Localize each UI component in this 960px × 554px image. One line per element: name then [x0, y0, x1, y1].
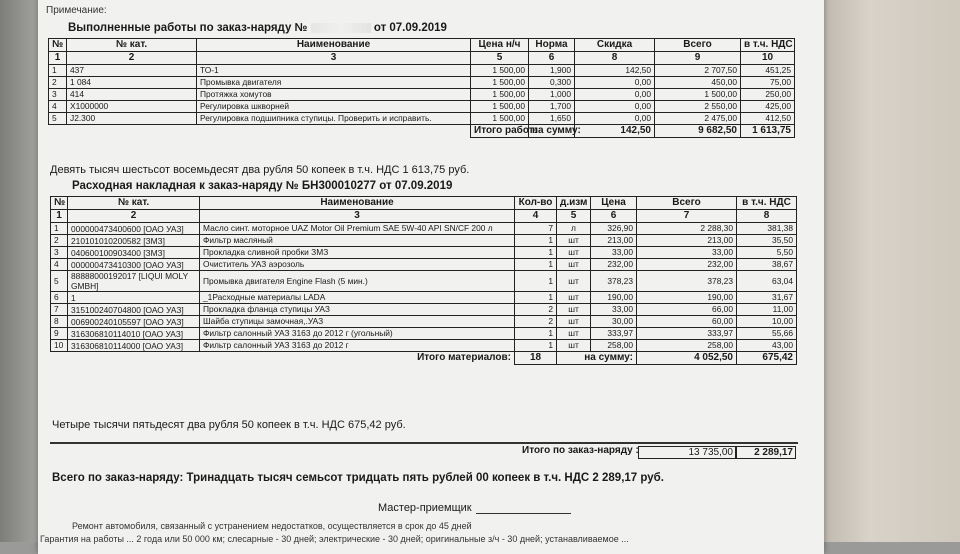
document-sheet — [38, 0, 824, 554]
materials-cell: 000000473400600 [ОАО УАЗ] — [68, 223, 200, 235]
materials-title — [72, 180, 452, 192]
redacted-number — [311, 23, 371, 33]
materials-header-cell: Наименование — [200, 197, 515, 210]
materials-cell: 5,50 — [737, 247, 797, 259]
materials-cell: 11,00 — [737, 304, 797, 316]
materials-cell: Фильтр салонный УАЗ 3163 до 2012 г (угольный) — [200, 328, 515, 340]
footer-line-1: Ремонт автомобиля, связанный с устранением недостатков, осуществляется в срок до 45 дней — [72, 521, 472, 531]
materials-colnum-cell: 5 — [557, 210, 591, 223]
works-cell: 1,900 — [529, 65, 575, 77]
materials-cell: 2 — [515, 304, 557, 316]
works-cell: 1 — [49, 65, 67, 77]
materials-cell: 190,00 — [637, 292, 737, 304]
works-cell: 1,700 — [529, 101, 575, 113]
materials-colnum-cell: 2 — [68, 210, 200, 223]
materials-cell: 33,00 — [591, 247, 637, 259]
works-header-cell: Норма — [529, 39, 575, 52]
materials-colnum-row — [51, 210, 797, 223]
works-cell: 2 475,00 — [655, 113, 741, 125]
materials-cell: 43,00 — [737, 340, 797, 352]
order-total-vat: 2 289,17 — [736, 446, 796, 459]
works-cell: 1,650 — [529, 113, 575, 125]
materials-cell: 33,00 — [637, 247, 737, 259]
works-cell: 0,300 — [529, 77, 575, 89]
materials-cell: шт — [557, 247, 591, 259]
materials-cell: 10 — [51, 340, 68, 352]
works-total-vat: 1 613,75 — [741, 125, 795, 138]
works-row — [49, 113, 795, 125]
materials-cell: 190,00 — [591, 292, 637, 304]
materials-cell: 4 — [51, 259, 68, 271]
works-header-cell: Скидка — [575, 39, 655, 52]
works-cell: Регулировка подшипника ступицы. Проверить и исправить. — [197, 113, 471, 125]
materials-cell: 2 — [515, 316, 557, 328]
materials-cell: 35,50 — [737, 235, 797, 247]
works-cell: 250,00 — [741, 89, 795, 101]
works-total-discount: 142,50 — [575, 125, 655, 138]
note-label: Примечание: — [46, 5, 107, 16]
materials-cell: Очиститель УАЗ аэрозоль — [200, 259, 515, 271]
materials-cell: 232,00 — [591, 259, 637, 271]
materials-cell: 2 288,30 — [637, 223, 737, 235]
materials-cell: 1 — [515, 259, 557, 271]
materials-cell: 210101010200582 [ЗМЗ] — [68, 235, 200, 247]
materials-colnum-cell: 7 — [637, 210, 737, 223]
materials-cell: 381,38 — [737, 223, 797, 235]
works-cell: 0,00 — [575, 77, 655, 89]
materials-title-text: Расходная накладная к заказ-наряду № — [72, 180, 299, 192]
materials-sum-label: на сумму: — [557, 352, 637, 365]
materials-cell: 1 — [515, 292, 557, 304]
materials-cell: 316306810114000 [ОАО УАЗ] — [68, 340, 200, 352]
materials-cell: л — [557, 223, 591, 235]
materials-cell: 213,00 — [591, 235, 637, 247]
materials-cell: 333,97 — [637, 328, 737, 340]
master-label: Мастер-приемщик — [378, 502, 472, 514]
materials-cell: 232,00 — [637, 259, 737, 271]
works-sum-words: Девять тысяч шестьсот восемьдесят два рубля 50 копеек в т.ч. НДС 1 613,75 руб. — [50, 164, 470, 176]
materials-cell: 10,00 — [737, 316, 797, 328]
materials-colnum-cell: 1 — [51, 210, 68, 223]
works-cell: 2 550,00 — [655, 101, 741, 113]
materials-cell: 315100240704800 [ОАО УАЗ] — [68, 304, 200, 316]
materials-cell: Масло синт. моторное UAZ Motor Oil Premium SAE 5W-40 API SN/CF 200 л — [200, 223, 515, 235]
materials-cell: 88888000192017 [LIQUI MOLY GMBH] — [68, 271, 200, 292]
works-colnum-cell: 2 — [67, 52, 197, 65]
materials-cell: 38,67 — [737, 259, 797, 271]
materials-cell: шт — [557, 316, 591, 328]
works-header-cell: в т.ч. НДС — [741, 39, 795, 52]
works-header-cell: Наименование — [197, 39, 471, 52]
works-colnum-cell: 1 — [49, 52, 67, 65]
works-cell: 1 500,00 — [471, 113, 529, 125]
materials-cell: 316306810114010 [ОАО УАЗ] — [68, 328, 200, 340]
works-cell: 1 500,00 — [471, 89, 529, 101]
materials-table — [50, 196, 797, 365]
materials-cell: шт — [557, 328, 591, 340]
materials-row — [51, 328, 797, 340]
materials-cell: 1 — [68, 292, 200, 304]
materials-cell: 000000473410300 [ОАО УАЗ] — [68, 259, 200, 271]
works-cell: 437 — [67, 65, 197, 77]
materials-cell: 8 — [51, 316, 68, 328]
works-cell: 142,50 — [575, 65, 655, 77]
works-header-row — [49, 39, 795, 52]
works-total-row — [49, 125, 795, 138]
materials-header-cell: № — [51, 197, 68, 210]
works-cell: 451,25 — [741, 65, 795, 77]
works-colnum-cell: 6 — [529, 52, 575, 65]
works-cell: 450,00 — [655, 77, 741, 89]
materials-total-label: Итого материалов: — [417, 352, 511, 364]
materials-cell: 1 — [515, 328, 557, 340]
materials-cell: Фильтр масляный — [200, 235, 515, 247]
works-cell: 1 500,00 — [655, 89, 741, 101]
works-colnum-cell: 10 — [741, 52, 795, 65]
materials-row — [51, 247, 797, 259]
works-colnum-cell: 3 — [197, 52, 471, 65]
works-cell: 0,00 — [575, 101, 655, 113]
materials-cell: 30,00 — [591, 316, 637, 328]
materials-colnum-cell: 6 — [591, 210, 637, 223]
works-cell: 5 — [49, 113, 67, 125]
materials-number: БН300010277 — [301, 180, 377, 192]
works-cell: Регулировка шкворней — [197, 101, 471, 113]
materials-cell: 60,00 — [637, 316, 737, 328]
materials-cell: 006900240105597 [ОАО УАЗ] — [68, 316, 200, 328]
materials-row — [51, 340, 797, 352]
materials-row — [51, 235, 797, 247]
materials-cell: шт — [557, 340, 591, 352]
works-colnum-cell: 5 — [471, 52, 529, 65]
materials-cell: 333,97 — [591, 328, 637, 340]
works-cell: 3 — [49, 89, 67, 101]
works-title-text: Выполненные работы по заказ-наряду № — [68, 22, 308, 34]
materials-cell: 2 — [51, 235, 68, 247]
materials-total-sum: 4 052,50 — [637, 352, 737, 365]
order-total-label: Итого по заказ-наряду : — [522, 445, 639, 456]
works-total-label: Итого работ: — [471, 125, 529, 138]
works-colnum-cell: 8 — [575, 52, 655, 65]
materials-header-cell: в т.ч. НДС — [737, 197, 797, 210]
works-cell: 1,000 — [529, 89, 575, 101]
works-header-cell: № — [49, 39, 67, 52]
materials-date: от 07.09.2019 — [379, 180, 453, 192]
materials-header-cell: Цена — [591, 197, 637, 210]
works-row — [49, 89, 795, 101]
materials-cell: 33,00 — [591, 304, 637, 316]
works-cell: 1 500,00 — [471, 65, 529, 77]
materials-row — [51, 223, 797, 235]
works-colnum-cell: 9 — [655, 52, 741, 65]
works-row — [49, 77, 795, 89]
materials-cell: 258,00 — [591, 340, 637, 352]
materials-cell: шт — [557, 271, 591, 292]
materials-cell: 1 — [515, 271, 557, 292]
materials-cell: 326,90 — [591, 223, 637, 235]
materials-row — [51, 292, 797, 304]
materials-cell: шт — [557, 304, 591, 316]
works-cell: 1 500,00 — [471, 101, 529, 113]
works-row — [49, 65, 795, 77]
materials-total-row — [51, 352, 797, 365]
materials-cell: 1 — [515, 340, 557, 352]
works-cell: 425,00 — [741, 101, 795, 113]
grand-total-words: Всего по заказ-наряду: Тринадцать тысяч семьсот тридцать пять рублей 00 копеек в т.ч. НДС 2 289,17 руб. — [52, 472, 664, 484]
materials-cell: 378,23 — [637, 271, 737, 292]
materials-cell: шт — [557, 259, 591, 271]
materials-row — [51, 316, 797, 328]
materials-header-row — [51, 197, 797, 210]
works-cell: 2 — [49, 77, 67, 89]
works-cell: 0,00 — [575, 89, 655, 101]
materials-cell: Фильтр салонный УАЗ 3163 до 2012 г — [200, 340, 515, 352]
works-cell: 4 — [49, 101, 67, 113]
materials-colnum-cell: 8 — [737, 210, 797, 223]
works-title — [68, 22, 447, 34]
materials-header-cell: д.изм — [557, 197, 591, 210]
works-row — [49, 101, 795, 113]
footer-line-2: Гарантия на работы ... 2 года или 50 000 км; слесарные - 30 дней; электрические - 30 дней; оригинальные з/ч - 30 дней; устанавливаемое ... — [40, 534, 629, 544]
works-header-cell: Цена н/ч — [471, 39, 529, 52]
works-header-cell: Всего — [655, 39, 741, 52]
materials-cell: 1 — [515, 235, 557, 247]
materials-cell: 55,66 — [737, 328, 797, 340]
materials-sum-words: Четыре тысячи пятьдесят два рубля 50 копеек в т.ч. НДС 675,42 руб. — [52, 419, 406, 431]
signature-line — [476, 513, 571, 514]
materials-header-cell: Кол-во — [515, 197, 557, 210]
materials-cell: 3 — [51, 247, 68, 259]
materials-row — [51, 271, 797, 292]
separator-line — [50, 442, 798, 444]
materials-cell: 378,23 — [591, 271, 637, 292]
works-colnum-row — [49, 52, 795, 65]
materials-cell: 258,00 — [637, 340, 737, 352]
works-sum-label: на сумму: — [529, 125, 575, 138]
materials-cell: 6 — [51, 292, 68, 304]
materials-cell: Промывка двигателя Engine Flash (5 мин.) — [200, 271, 515, 292]
materials-header-cell: Всего — [637, 197, 737, 210]
works-cell: Протяжка хомутов — [197, 89, 471, 101]
works-cell: J2.300 — [67, 113, 197, 125]
works-total-sum: 9 682,50 — [655, 125, 741, 138]
materials-cell: 7 — [51, 304, 68, 316]
materials-cell: Шайба ступицы замочная,.УАЗ — [200, 316, 515, 328]
materials-cell: 9 — [51, 328, 68, 340]
materials-cell: шт — [557, 235, 591, 247]
materials-cell: Прокладка сливной пробки ЗМЗ — [200, 247, 515, 259]
materials-cell: 7 — [515, 223, 557, 235]
materials-cell: Прокладка фланца ступицы УАЗ — [200, 304, 515, 316]
works-cell: ТО-1 — [197, 65, 471, 77]
materials-row — [51, 304, 797, 316]
materials-header-cell: № кат. — [68, 197, 200, 210]
materials-cell: 040600100903400 [ЗМЗ] — [68, 247, 200, 259]
materials-cell: 1 — [515, 247, 557, 259]
materials-cell: _1Расходные материалы LADA — [200, 292, 515, 304]
materials-total-qty: 18 — [515, 352, 557, 365]
materials-cell: 63,04 — [737, 271, 797, 292]
works-header-cell: № кат. — [67, 39, 197, 52]
works-cell: 75,00 — [741, 77, 795, 89]
materials-total-vat: 675,42 — [737, 352, 797, 365]
works-date: от 07.09.2019 — [373, 22, 447, 34]
works-cell: 414 — [67, 89, 197, 101]
materials-cell: 5 — [51, 271, 68, 292]
works-cell: 0,00 — [575, 113, 655, 125]
materials-cell: 213,00 — [637, 235, 737, 247]
works-cell: X1000000 — [67, 101, 197, 113]
works-cell: 412,50 — [741, 113, 795, 125]
materials-row — [51, 259, 797, 271]
materials-cell: 66,00 — [637, 304, 737, 316]
materials-cell: 31,67 — [737, 292, 797, 304]
works-cell: 1 084 — [67, 77, 197, 89]
materials-colnum-cell: 3 — [200, 210, 515, 223]
materials-colnum-cell: 4 — [515, 210, 557, 223]
works-cell: Промывка двигателя — [197, 77, 471, 89]
materials-cell: 1 — [51, 223, 68, 235]
order-total-sum: 13 735,00 — [638, 446, 736, 459]
works-table — [48, 38, 795, 138]
works-cell: 2 707,50 — [655, 65, 741, 77]
materials-cell: шт — [557, 292, 591, 304]
works-cell: 1 500,00 — [471, 77, 529, 89]
